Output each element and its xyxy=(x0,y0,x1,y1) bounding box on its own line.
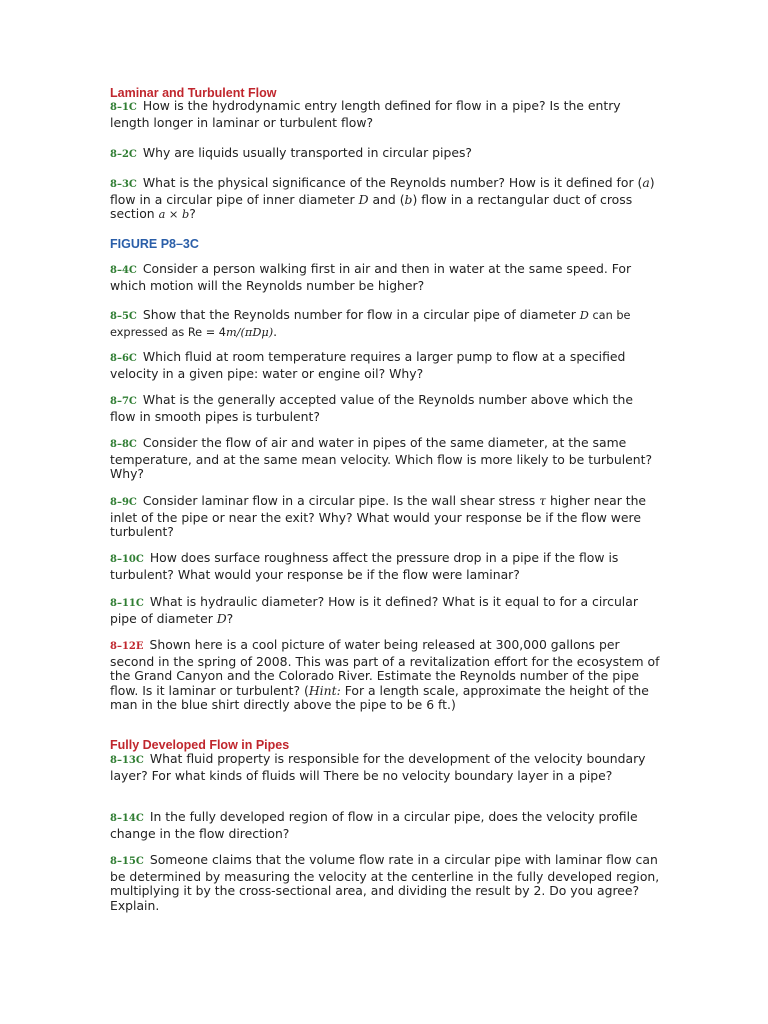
problem-text: What is hydraulic diameter? How is it defined? What is it equal to for a circular pipe of diameter xyxy=(110,594,638,626)
problem-text: For a length scale, approximate the height of the man in the blue shirt directly above the pipe to be 6 ft.) xyxy=(110,682,649,713)
problem-8-13c xyxy=(110,752,662,783)
problem-8-15c xyxy=(110,853,662,913)
problem-text: Why are liquids usually transported in circular pipes? xyxy=(142,145,472,160)
problem-8-7c xyxy=(110,393,662,424)
problem-text: . xyxy=(273,323,278,339)
hint-label: Hint: xyxy=(308,682,341,698)
problem-number: 8–1C xyxy=(110,102,137,113)
problem-8-2c xyxy=(110,146,662,163)
problem-text: higher near the inlet of the pipe or near the exit? Why? What would your response be if the flow were turbulent? xyxy=(110,493,647,540)
problem-number: 8–5C xyxy=(110,311,137,322)
problem-text: Show that the Reynolds number for flow in a circular pipe of diameter xyxy=(142,307,580,322)
problem-text: How does surface roughness affect the pressure drop in a pipe if the flow is turbulent? What would your response be if the flow were laminar? xyxy=(110,550,619,582)
problem-number: 8–4C xyxy=(110,265,137,276)
problem-8-5c xyxy=(110,308,662,340)
variable-axb: a × b xyxy=(158,208,190,222)
problem-text: Someone claims that the volume flow rate in a circular pipe with laminar flow can be determined by measuring the velocity at the centerline in the fully developed region, multiplying it by the cross-sectional area, and dividing the result by 2. Do you agree? Explain. xyxy=(110,852,660,913)
problem-number: 8–7C xyxy=(110,396,137,407)
problem-text: ? xyxy=(189,206,196,222)
problem-text: can be expressed as Re = 4 xyxy=(110,309,631,339)
problem-text: ) flow in a rectangular duct of cross section xyxy=(110,191,633,222)
problem-8-12e xyxy=(110,638,662,713)
problem-number: 8–14C xyxy=(110,813,144,824)
problem-8-1c xyxy=(110,99,662,130)
problem-text: ? xyxy=(226,610,234,626)
problem-text: and ( xyxy=(368,191,405,207)
problem-number: 8–9C xyxy=(110,497,137,508)
problem-number: 8–15C xyxy=(110,856,144,867)
variable-d: D xyxy=(216,610,227,626)
variable-tau: τ xyxy=(539,493,547,508)
problem-number: 8–2C xyxy=(110,149,137,160)
problem-text: Shown here is a cool picture of water being released at 300,000 gallons per second in the spring of 2008. This was part of a revitalization effort for the ecosystem of the Grand Canyon and the Colorado River. Estimate the Reynolds number of the pipe flow. Is it laminar or turbulent? ( xyxy=(110,637,660,698)
problem-text: Consider a person walking first in air and then in water at the same speed. For which motion will the Reynolds number be higher? xyxy=(110,261,632,293)
problem-8-11c xyxy=(110,595,662,626)
variable-d: D xyxy=(579,309,589,322)
problem-text: Which fluid at room temperature requires a larger pump to flow at a specified velocity in a given pipe: water or engine oil? Why? xyxy=(110,349,626,381)
problem-8-3c xyxy=(110,176,662,223)
problem-8-14c xyxy=(110,810,662,841)
problem-8-4c xyxy=(110,262,662,293)
problem-text: What is the physical significance of the Reynolds number? How is it defined for ( xyxy=(142,175,643,190)
variable-a: a xyxy=(642,175,650,190)
problem-text: Consider laminar flow in a circular pipe. Is the wall shear stress xyxy=(142,493,540,508)
variable-d: D xyxy=(358,191,369,207)
problem-text: In the fully developed region of flow in a circular pipe, does the velocity profile change in the flow direction? xyxy=(110,809,638,841)
problem-text: What is the generally accepted value of the Reynolds number above which the flow in smooth pipes is turbulent? xyxy=(110,392,633,424)
figure-caption: FIGURE P8–3C xyxy=(110,237,199,251)
problem-number: 8–8C xyxy=(110,439,137,450)
formula: m/(πDμ) xyxy=(225,325,274,339)
problem-number: 8–3C xyxy=(110,179,137,190)
section-heading-laminar-turbulent: Laminar and Turbulent Flow xyxy=(110,86,277,100)
problem-text: How is the hydrodynamic entry length defined for flow in a pipe? Is the entry length longer in laminar or turbulent flow? xyxy=(110,98,621,130)
section-heading-fully-developed: Fully Developed Flow in Pipes xyxy=(110,738,290,752)
problem-number: 8–10C xyxy=(110,554,144,565)
problem-number: 8–11C xyxy=(110,598,144,609)
variable-b: b xyxy=(404,191,413,207)
problem-number: 8–6C xyxy=(110,353,137,364)
problem-number: 8–12E xyxy=(110,641,144,652)
problem-8-6c xyxy=(110,350,662,381)
problem-text: Consider the flow of air and water in pipes of the same diameter, at the same temperature, and at the same mean velocity. Which flow is more likely to be turbulent? Why? xyxy=(110,435,653,482)
problem-text: ) flow in a circular pipe of inner diameter xyxy=(110,175,655,207)
problem-number: 8–13C xyxy=(110,755,144,766)
problem-8-10c xyxy=(110,551,662,582)
problem-text: What fluid property is responsible for the development of the velocity boundary layer? For what kinds of fluids will There be no velocity boundary layer in a pipe? xyxy=(110,751,646,783)
problem-8-8c xyxy=(110,436,662,482)
problem-8-9c xyxy=(110,494,662,540)
